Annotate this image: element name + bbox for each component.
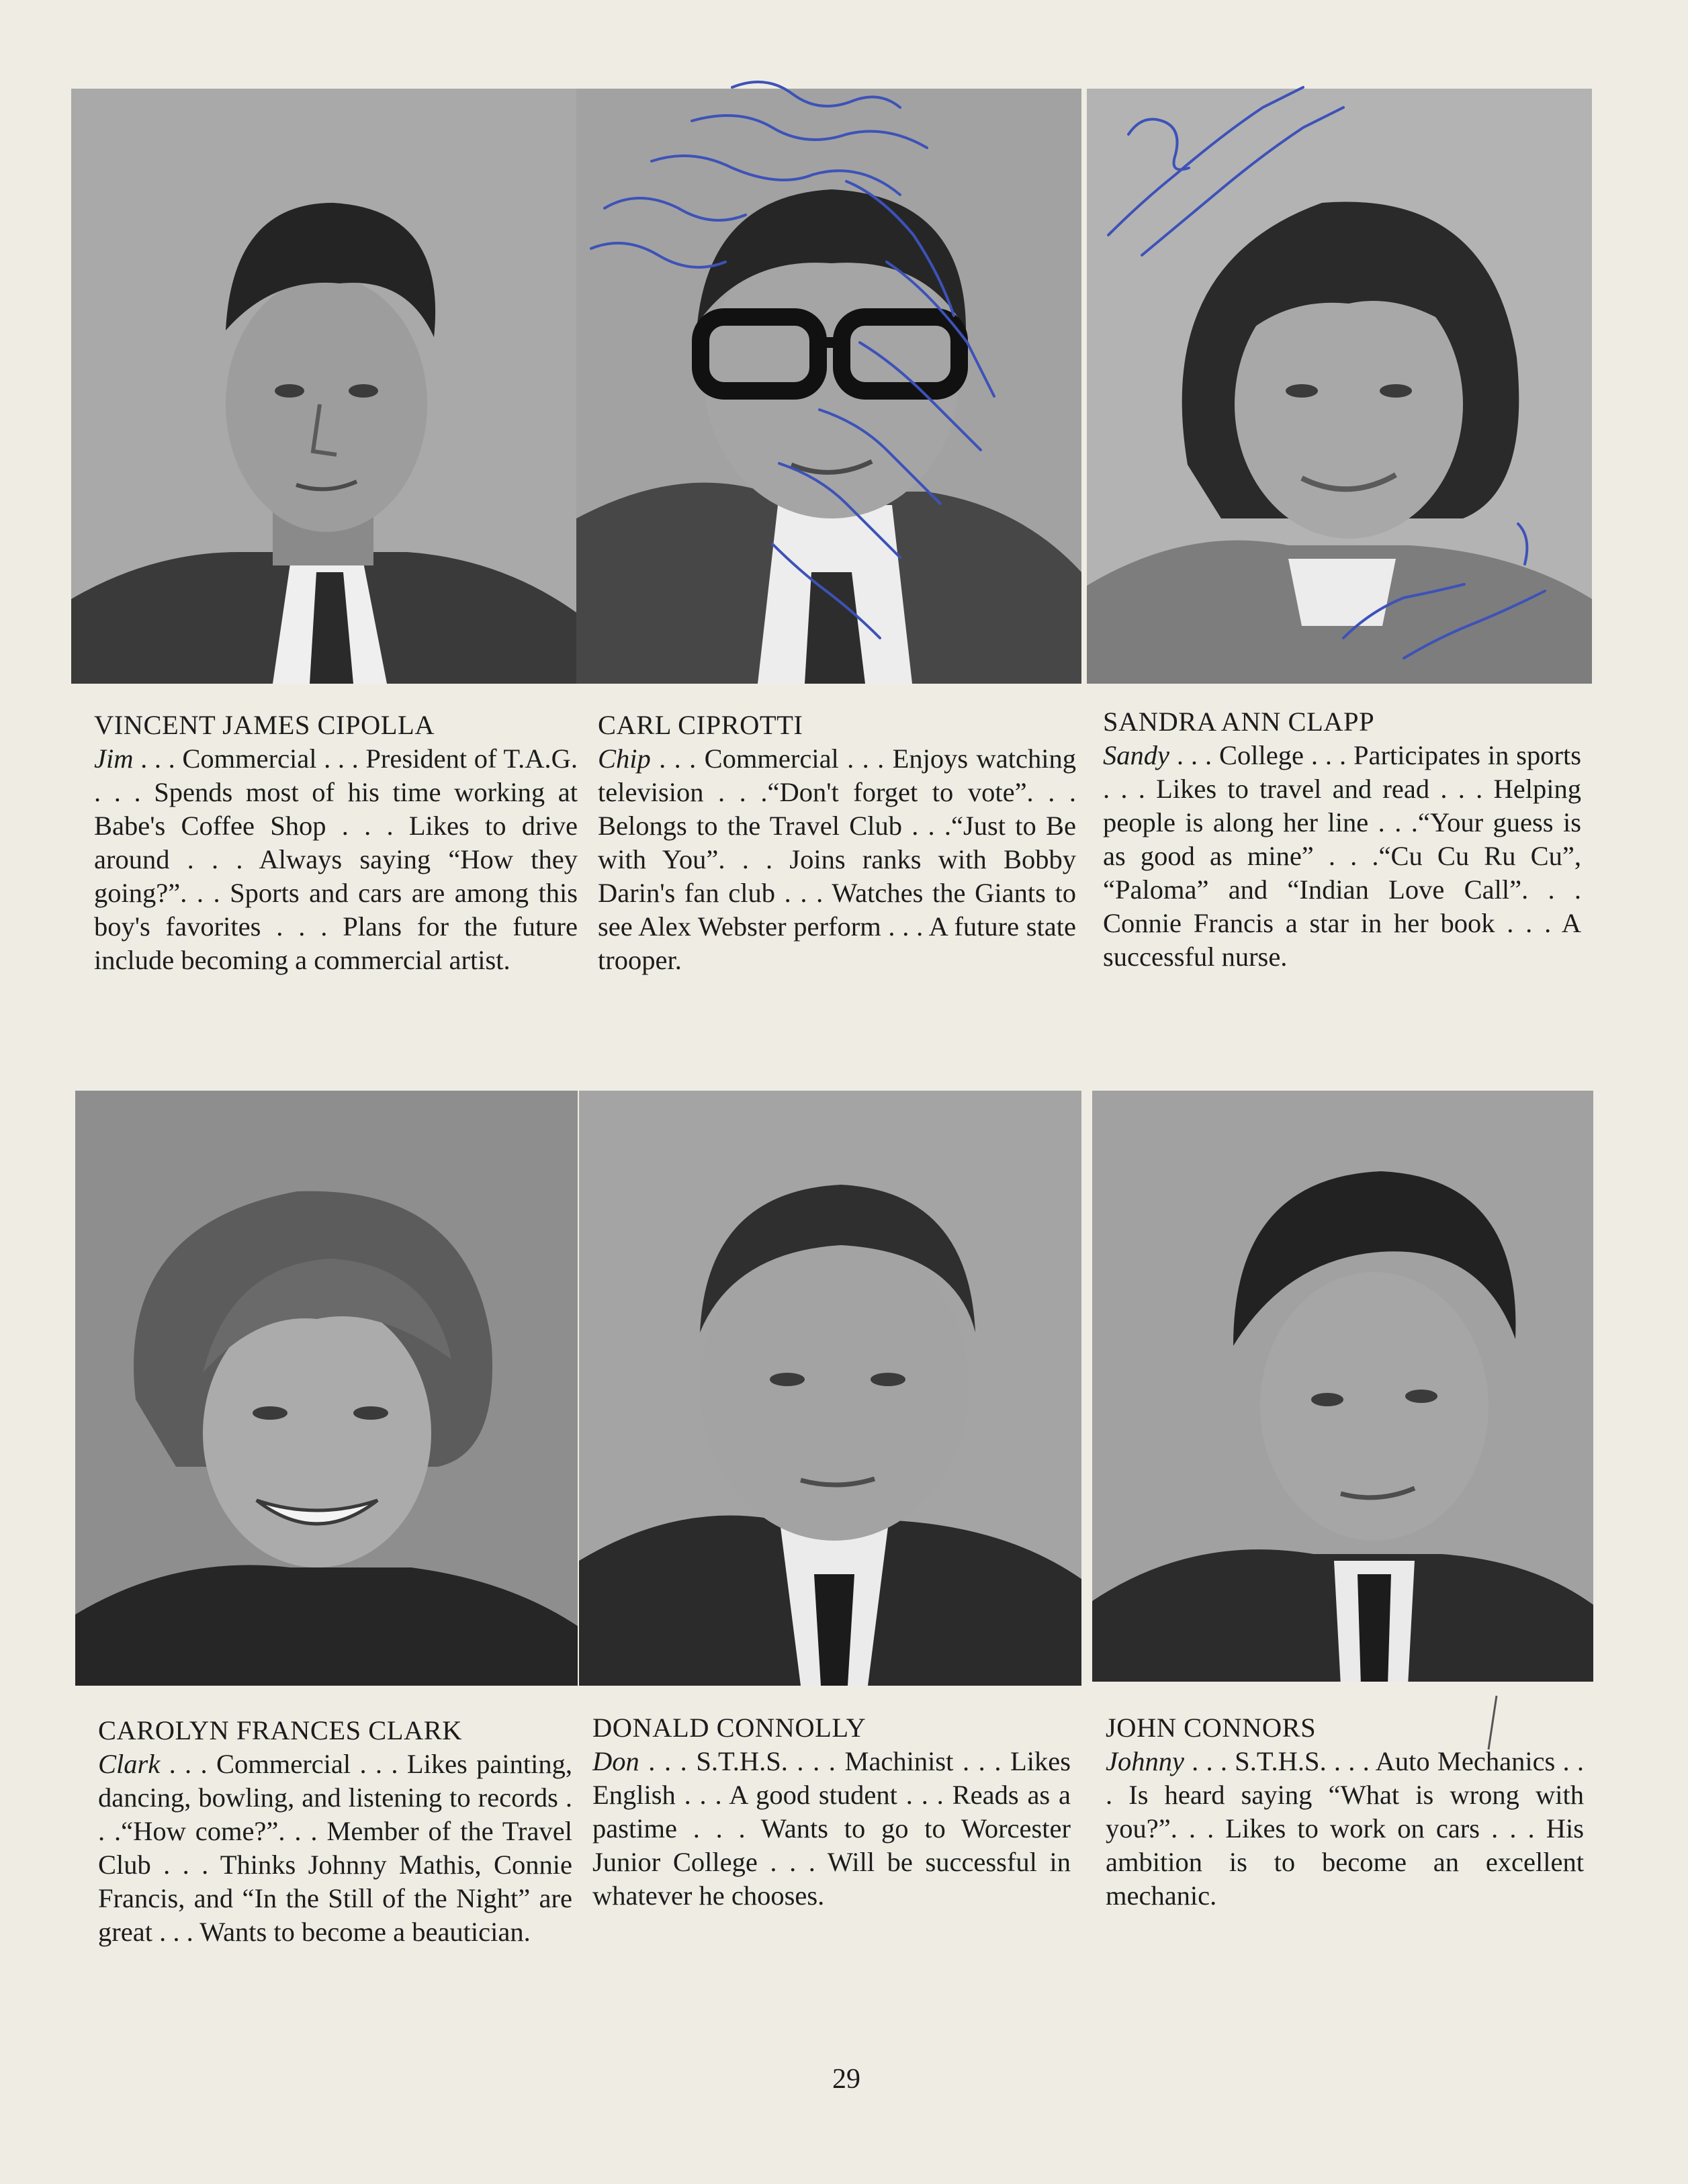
portrait-male-1 [71, 89, 576, 684]
student-entry-vincent-cipolla [94, 709, 578, 977]
student-nickname: Jim [94, 743, 134, 774]
student-activities: . . . S.T.H.S. . . . Auto Mechanics . . . Is heard saying “What is wrong with you?”. . . Likes to work on cars . . . His ambition is to become an excellent mechanic. [1106, 1746, 1584, 1911]
portrait-female-1 [1087, 89, 1592, 684]
student-activities: . . . College . . . Participates in sports . . . Likes to travel and read . . . Helping people is along her line . . .“Your guess is as good as mine” . . .“Cu Cu Ru Cu”, “Paloma” and “Indian Love Call”. . . Connie Francis a star in her book . . . A successful nurse. [1103, 740, 1581, 972]
student-nickname: Sandy [1103, 740, 1169, 770]
student-activities: . . . S.T.H.S. . . . Machinist . . . Likes English . . . A good student . . . Reads as a pastime . . . Wants to go to Worcester Junior College . . . Will be successful in whatever he chooses. [592, 1746, 1071, 1911]
portrait-photo-john-connors [1092, 1091, 1593, 1682]
student-name: CARL CIPROTTI [598, 710, 803, 740]
student-activities: . . . Commercial . . . Enjoys watching television . . .“Don't forget to vote”. . . Belongs to the Travel Club . . .“Just to Be with You”. . . Joins ranks with Bobby Darin's fan club . . . Watches the Giants to see Alex Webster perform . . . A future state trooper. [598, 743, 1076, 975]
student-nickname: Johnny [1106, 1746, 1184, 1776]
portrait-photo-carl-ciprotti [576, 89, 1081, 684]
student-name: CAROLYN FRANCES CLARK [98, 1715, 463, 1745]
student-entry-sandra-clapp [1103, 705, 1581, 974]
student-entry-carl-ciprotti [598, 709, 1076, 977]
student-entry-john-connors [1106, 1711, 1584, 1913]
student-name: JOHN CONNORS [1106, 1713, 1317, 1743]
student-nickname: Chip [598, 743, 651, 774]
portrait-photo-donald-connolly [579, 1091, 1081, 1686]
portrait-female-2 [75, 1091, 578, 1686]
portrait-male-4 [1092, 1091, 1593, 1682]
student-name: SANDRA ANN CLAPP [1103, 707, 1375, 737]
student-activities: . . . Commercial . . . President of T.A.G. . . . Spends most of his time working at Babe's Coffee Shop . . . Likes to drive around . . . Always saying “How they going?”. . . Sports and cars are among this boy's favorites . . . Plans for the future include becoming a commercial artist. [94, 743, 578, 975]
student-description [94, 742, 578, 977]
portrait-photo-sandra-clapp [1087, 89, 1592, 684]
portrait-photo-vincent-cipolla [71, 89, 576, 684]
student-entry-donald-connolly [592, 1711, 1071, 1913]
student-activities: . . . Commercial . . . Likes painting, dancing, bowling, and listening to records . . .“How come?”. . . Member of the Travel Club . . . Thinks Johnny Mathis, Connie Francis, and “In the Still of the Night” are great . . . Wants to become a beautician. [98, 1749, 572, 1947]
page-number: 29 [832, 2064, 860, 2095]
student-description [98, 1747, 572, 1949]
student-nickname: Clark [98, 1749, 161, 1779]
student-name: VINCENT JAMES CIPOLLA [94, 710, 435, 740]
student-description [598, 742, 1076, 977]
student-description [1103, 739, 1581, 974]
portrait-male-2 [576, 89, 1081, 684]
portrait-photo-carolyn-clark [75, 1091, 578, 1686]
student-entry-carolyn-clark [98, 1714, 572, 1949]
student-name: DONALD CONNOLLY [592, 1713, 867, 1743]
student-nickname: Don [592, 1746, 639, 1776]
student-description [1106, 1745, 1584, 1913]
portrait-male-3 [579, 1091, 1081, 1686]
student-description [592, 1745, 1071, 1913]
